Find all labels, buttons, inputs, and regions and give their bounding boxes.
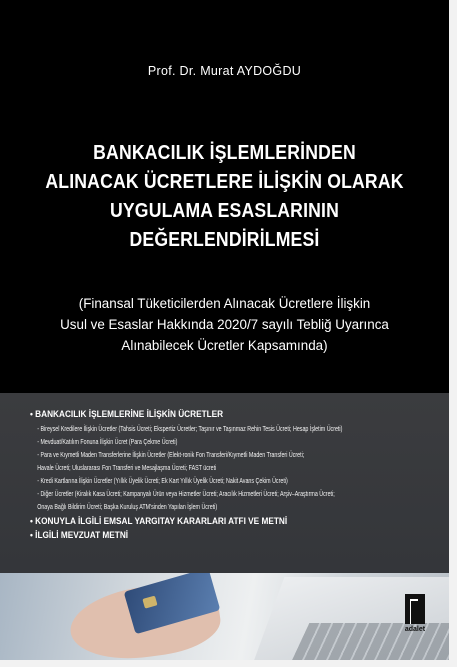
contents-item: - Diğer Ücretler (Kiralık Kasa Ücreti; Kampanyalı Ürün veya Hizmetler Ücreti; Aracılık Hizmetleri Ücreti; Arşiv–Araştırma Ücreti; (37, 489, 335, 498)
contents-item: - Para ve Kıymetli Maden Transferlerine İlişkin Ücretler (Elekt-ronik Fon Transferi/Kıymetli Maden Transferi Ücreti; (37, 450, 305, 459)
title-line: DEĞERLENDİRİLMESİ (129, 228, 320, 251)
contents-item: - Mevduat/Katılım Fonuna İlişkin Ücret (Para Çekme Ücreti) (37, 437, 178, 446)
publisher-name: adalet (404, 626, 426, 633)
author-name: Prof. Dr. Murat AYDOĞDU (147, 64, 302, 78)
subtitle-line: Alınabilecek Ücretler Kapsamında) (121, 338, 328, 353)
title-line: UYGULAMA ESASLARININ (109, 199, 340, 222)
contents-section-heading: • İLGİLİ MEVZUAT METNİ (30, 530, 129, 541)
title-line: ALINACAK ÜCRETLERE İLİŞKİN OLARAK (45, 170, 404, 193)
contents-section-heading: • KONUYLA İLGİLİ EMSAL YARGITAY KARARLARI ATFI VE METNİ (30, 516, 288, 527)
subtitle-line: Usul ve Esaslar Hakkında 2020/7 sayılı Tebliğ Uyarınca (60, 317, 389, 332)
contents-item: - Bireysel Kredilere İlişkin Ücretler (Tahsis Ücreti; Ekspertiz Ücretler; Taşınır ve Taşınmaz Rehin Tesis Ücreti; Hesap İşletim Ücreti) (37, 424, 343, 433)
subtitle-line: (Finansal Tüketicilerden Alınacak Ücretlere İlişkin (78, 296, 371, 311)
contents-item: Havale Ücreti; Uluslararası Fon Transferi ve Mesajlaşma Ücreti; FAST ücreti (37, 463, 217, 472)
contents-item: - Kredi Kartlarına İlişkin Ücretler (Yıllık Üyelik Ücreti; Ek Kart Yıllık Üyelik Ücreti; Nakit Avans Çekim Ücreti) (37, 476, 288, 485)
contents-item: Onaya Bağlı Bildirim Ücreti; Başka Kuruluş ATM'sinden Yapılan İşlem Ücreti) (37, 502, 218, 511)
title-line: BANKACILIK İŞLEMLERİNDEN (93, 141, 356, 164)
contents-section-heading: • BANKACILIK İŞLEMLERİNE İLİŞKİN ÜCRETLER (30, 409, 224, 420)
